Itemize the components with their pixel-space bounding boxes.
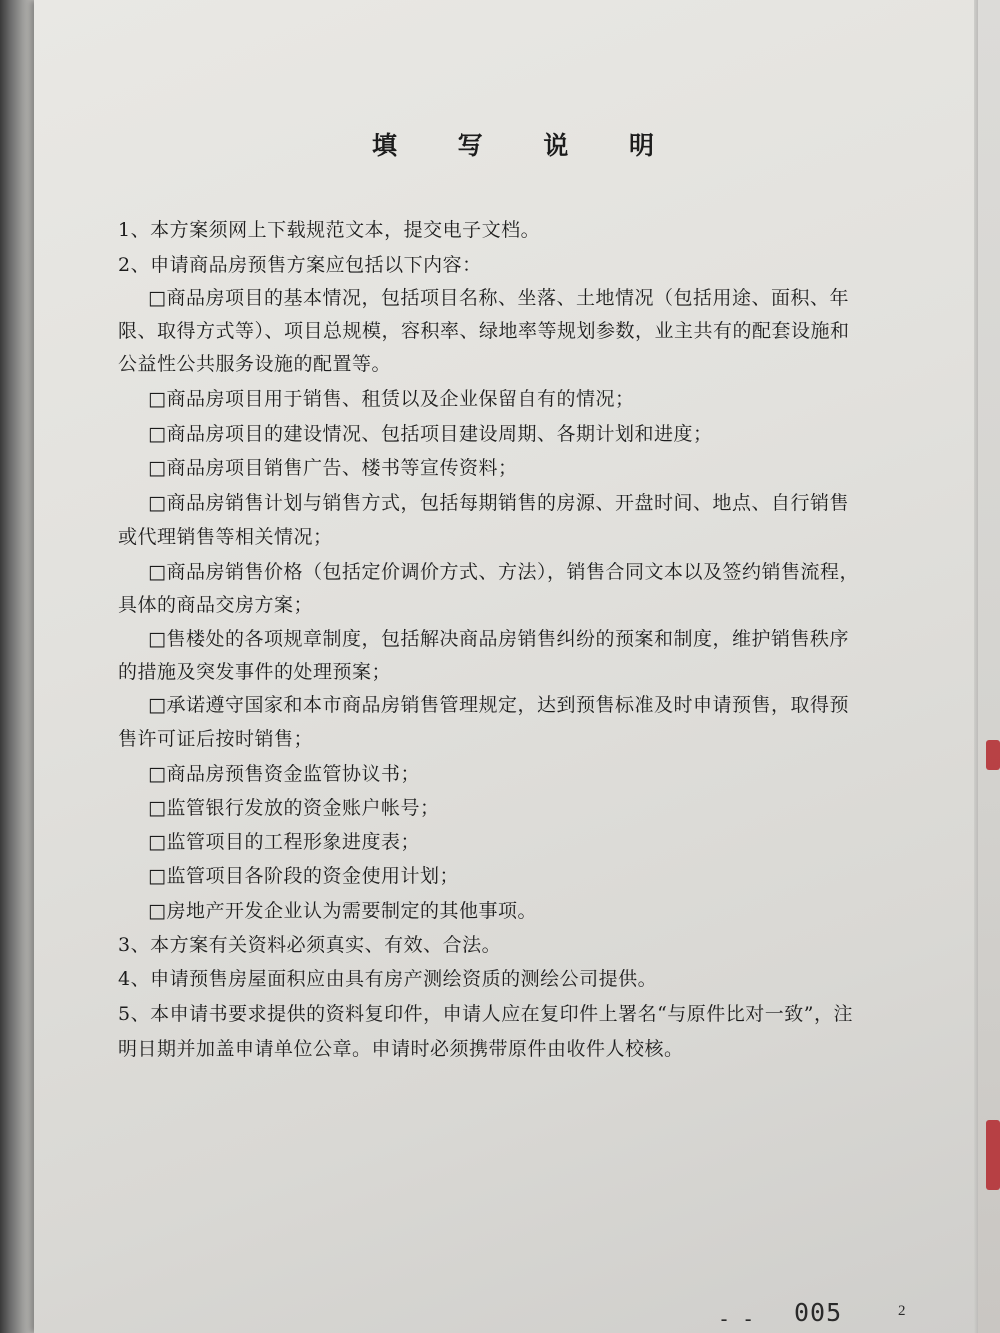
- sub-item-construction: □商品房项目的建设情况、包括项目建设周期、各期计划和进度；: [148, 423, 713, 445]
- sub-item-sales-office: □售楼处的各项规章制度，包括解决商品房销售纠纷的预案和制度，维护销售秩序: [148, 628, 849, 650]
- footer-dash: - -: [718, 1307, 755, 1331]
- sub-item-fund-agreement: □商品房预售资金监管协议书；: [148, 763, 420, 785]
- sub-item-basic-info: □商品房项目的基本情况，包括项目名称、坐落、土地情况（包括用途、面积、年: [148, 287, 849, 309]
- item-2: 2、申请商品房预售方案应包括以下内容：: [118, 254, 482, 276]
- sub-item-bank-account: □监管银行发放的资金账户帐号；: [148, 797, 440, 819]
- sub-item-commitment: □承诺遵守国家和本市商品房销售管理规定，达到预售标准及时申请预售，取得预: [148, 694, 849, 716]
- item-5: 5、本申请书要求提供的资料复印件，申请人应在复印件上署名“与原件比对一致”，注: [118, 1003, 854, 1025]
- item-4: 4、申请预售房屋面积应由具有房产测绘资质的测绘公司提供。: [118, 968, 658, 990]
- sub-item-pricing: □商品房销售价格（包括定价调价方式、方法），销售合同文本以及签约销售流程，: [148, 561, 859, 583]
- red-stamp-mark-lower: [986, 1120, 1000, 1190]
- sub-item-fund-plan: □监管项目各阶段的资金使用计划；: [148, 865, 459, 887]
- item-3: 3、本方案有关资料必须真实、有效、合法。: [118, 934, 502, 956]
- document-page: [34, 0, 978, 1333]
- sub-item-progress-table: □监管项目的工程形象进度表；: [148, 831, 420, 853]
- sub-item-commitment-cont: 售许可证后按时销售；: [118, 728, 314, 750]
- footer-page-number: 2: [898, 1303, 906, 1319]
- sub-item-sales-plan-cont: 或代理销售等相关情况；: [118, 526, 333, 548]
- item-5-cont: 明日期并加盖申请单位公章。申请时必须携带原件由收件人校核。: [118, 1038, 684, 1060]
- document-title: 填 写 说 明: [371, 131, 681, 160]
- sub-item-basic-info-cont-2: 公益性公共服务设施的配置等。: [118, 353, 392, 375]
- sub-item-sales-plan: □商品房销售计划与销售方式，包括每期销售的房源、开盘时间、地点、自行销售: [148, 492, 849, 514]
- item-1: 1、本方案须网上下载规范文本，提交电子文档。: [118, 219, 541, 241]
- sub-item-sales-office-cont: 的措施及突发事件的处理预案；: [118, 661, 392, 683]
- sub-item-sales-lease: □商品房项目用于销售、租赁以及企业保留自有的情况；: [148, 388, 635, 410]
- sub-item-basic-info-cont-1: 限、取得方式等）、项目总规模，容积率、绿地率等规划参数，业主共有的配套设施和: [118, 320, 850, 342]
- red-stamp-mark-upper: [986, 740, 1000, 770]
- sub-item-pricing-cont: 具体的商品交房方案；: [118, 594, 314, 616]
- sub-item-advertising: □商品房项目销售广告、楼书等宣传资料；: [148, 457, 518, 479]
- footer-code: 005: [794, 1298, 843, 1327]
- sub-item-other: □房地产开发企业认为需要制定的其他事项。: [148, 900, 537, 922]
